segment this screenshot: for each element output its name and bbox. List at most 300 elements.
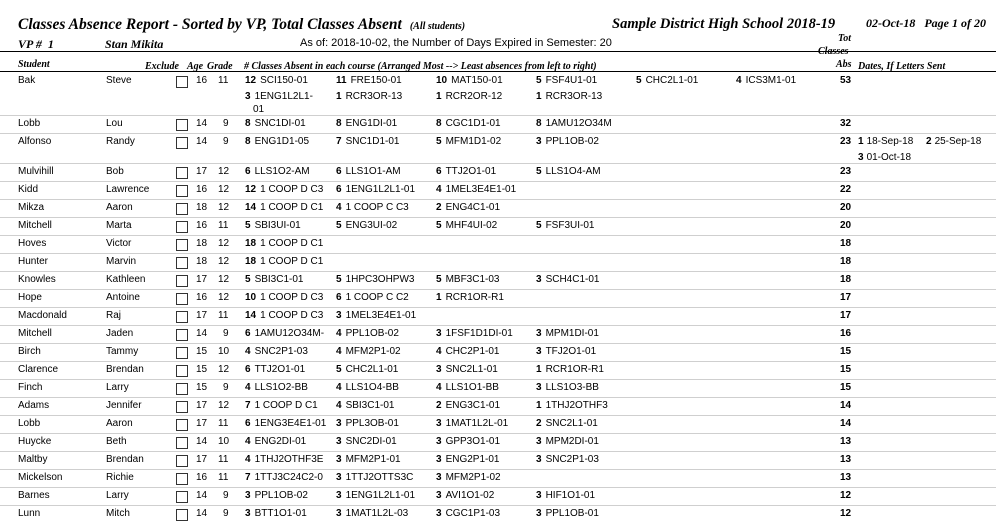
exclude-checkbox[interactable] — [176, 347, 188, 359]
course-code: CHC2L1-01 — [645, 75, 699, 86]
course-absence — [336, 346, 401, 357]
course-absence — [245, 256, 323, 267]
course-absence-count: 5 — [536, 166, 542, 177]
exclude-checkbox[interactable] — [176, 383, 188, 395]
course-code: MFM2P1-02 — [345, 346, 401, 357]
course-code: SBI3C1-01 — [254, 274, 304, 285]
course-absence — [245, 75, 308, 86]
course-absence-count: 1 — [436, 292, 442, 303]
student-first-name: Lawrence — [106, 184, 150, 195]
course-absence — [245, 328, 324, 339]
student-last-name: Knowles — [18, 274, 56, 285]
report-title-text: Classes Absence Report - Sorted by VP, Total Classes Absent — [18, 16, 402, 33]
course-absence-count: 3 — [245, 490, 251, 501]
course-absence-count: 7 — [245, 472, 251, 483]
student-age: 15 — [196, 364, 208, 375]
student-last-name: Bak — [18, 75, 36, 86]
course-absence-count: 5 — [245, 220, 251, 231]
course-code: LLS1O1-BB — [445, 382, 499, 393]
course-absence — [536, 220, 594, 231]
student-grade: 9 — [223, 490, 229, 501]
course-code: FRE150-01 — [350, 75, 402, 86]
row-divider — [0, 253, 996, 254]
course-code: MPM2DI-01 — [545, 436, 599, 447]
exclude-checkbox[interactable] — [176, 293, 188, 305]
exclude-checkbox[interactable] — [176, 311, 188, 323]
course-absence-count: 5 — [436, 274, 442, 285]
exclude-checkbox[interactable] — [176, 419, 188, 431]
course-absence — [245, 118, 306, 129]
course-code: PPL1OB-02 — [545, 136, 599, 147]
course-absence — [336, 91, 402, 102]
course-code: SBI3C1-01 — [345, 400, 395, 411]
student-grade: 11 — [218, 418, 229, 429]
course-absence — [436, 292, 504, 303]
student-grade: 10 — [218, 346, 230, 357]
course-code: 1FSF1D1DI-01 — [445, 328, 513, 339]
student-first-name: Jennifer — [106, 400, 142, 411]
course-absence — [436, 418, 508, 429]
course-code: 1ENG1L2L1-01 — [345, 184, 416, 195]
course-code: ICS3M1-01 — [745, 75, 797, 86]
student-age: 16 — [196, 472, 208, 483]
course-code: LLS1O3-BB — [545, 382, 599, 393]
course-absence — [245, 346, 308, 357]
course-absence-count: 3 — [536, 328, 542, 339]
exclude-checkbox[interactable] — [176, 76, 188, 88]
row-divider — [0, 379, 996, 380]
course-absence — [536, 490, 595, 501]
student-age: 15 — [196, 382, 208, 393]
course-absence-count: 18 — [245, 238, 257, 249]
course-absence — [336, 274, 414, 285]
course-absence-count: 8 — [245, 118, 251, 129]
course-absence-count: 5 — [245, 274, 251, 285]
student-last-name: Macdonald — [18, 310, 67, 321]
course-code: 1 COOP D C3 — [260, 292, 324, 303]
student-first-name: Aaron — [106, 202, 133, 213]
course-code: ENG2P1-01 — [445, 454, 500, 465]
course-code: PPL3OB-01 — [345, 418, 399, 429]
course-absence — [245, 238, 323, 249]
student-first-name: Lou — [106, 118, 123, 129]
course-code: 1 COOP D C1 — [260, 238, 324, 249]
course-code: 1THJ2OTHF3E — [254, 454, 324, 465]
row-divider — [0, 505, 996, 506]
course-code: 1TTJ2OTTS3C — [345, 472, 414, 483]
course-code: MBF3C1-03 — [445, 274, 500, 285]
course-code: RCR3OR-13 — [345, 91, 403, 102]
student-first-name: Mitch — [106, 508, 130, 519]
student-last-name: Mitchell — [18, 328, 52, 339]
course-absence-count: 11 — [336, 75, 347, 86]
course-code: ENG1D1-05 — [254, 136, 310, 147]
course-absence-count: 4 — [436, 184, 442, 195]
course-absence-count: 3 — [536, 382, 542, 393]
exclude-checkbox[interactable] — [176, 221, 188, 233]
letter-number: 1 — [858, 136, 864, 147]
total-classes-absent: 15 — [840, 382, 852, 393]
exclude-checkbox[interactable] — [176, 185, 188, 197]
course-code: MFM1D1-02 — [445, 136, 502, 147]
letter-date-value: 25-Sep-18 — [934, 136, 982, 147]
student-last-name: Mitchell — [18, 220, 52, 231]
course-absence-count: 1 — [536, 364, 542, 375]
exclude-checkbox[interactable] — [176, 491, 188, 503]
student-first-name: Bob — [106, 166, 124, 177]
col-tot-1: Tot — [838, 33, 851, 44]
exclude-checkbox[interactable] — [176, 239, 188, 251]
course-code: SBI3UI-01 — [254, 220, 301, 231]
course-absence-count: 4 — [245, 346, 251, 357]
course-code: SNC2P1-03 — [254, 346, 308, 357]
course-absence-count: 4 — [336, 382, 342, 393]
course-absence-count: 6 — [245, 364, 251, 375]
student-last-name: Mulvihill — [18, 166, 54, 177]
course-absence-count: 18 — [245, 256, 257, 267]
course-absence-count: 12 — [245, 184, 257, 195]
student-first-name: Brendan — [106, 364, 144, 375]
course-absence — [536, 75, 597, 86]
course-absence-count: 6 — [336, 184, 342, 195]
student-first-name: Victor — [106, 238, 132, 249]
total-classes-absent: 12 — [840, 490, 852, 501]
student-grade: 12 — [218, 292, 230, 303]
course-code: LLS1O2-BB — [254, 382, 308, 393]
course-absence — [436, 91, 502, 102]
report-subtitle: (All students) — [409, 21, 466, 32]
course-absence-count: 5 — [336, 220, 342, 231]
exclude-checkbox[interactable] — [176, 137, 188, 149]
row-divider — [0, 235, 996, 236]
student-age: 14 — [196, 490, 208, 501]
student-last-name: Lobb — [18, 418, 41, 429]
student-age: 14 — [196, 436, 208, 447]
row-divider — [0, 217, 996, 218]
col-tot-3: Abs — [836, 59, 852, 70]
course-absence — [536, 166, 601, 177]
student-last-name: Mickelson — [18, 472, 63, 483]
course-code: ENG3UI-02 — [345, 220, 398, 231]
course-absence — [336, 166, 401, 177]
student-last-name: Kidd — [18, 184, 39, 195]
exclude-checkbox[interactable] — [176, 455, 188, 467]
course-code: 1ENG3E4E1-01 — [254, 418, 327, 429]
course-absence-count: 3 — [436, 328, 442, 339]
course-absence — [536, 274, 599, 285]
student-last-name: Mikza — [18, 202, 45, 213]
exclude-checkbox[interactable] — [176, 167, 188, 179]
course-absence — [245, 382, 308, 393]
student-first-name: Larry — [106, 490, 129, 501]
student-last-name: Alfonso — [18, 136, 52, 147]
total-classes-absent: 22 — [840, 184, 852, 195]
student-first-name: Kathleen — [106, 274, 146, 285]
course-absence — [336, 382, 399, 393]
total-classes-absent: 13 — [840, 436, 852, 447]
course-absence — [336, 490, 415, 501]
course-code: 1THJ2OTHF3 — [545, 400, 608, 411]
student-grade: 12 — [218, 238, 230, 249]
course-absence-count: 3 — [336, 454, 342, 465]
course-absence — [436, 75, 503, 86]
course-absence-count: 3 — [436, 472, 442, 483]
course-code: SCI150-01 — [260, 75, 308, 86]
total-classes-absent: 23 — [840, 166, 852, 177]
student-grade: 9 — [223, 508, 229, 519]
total-classes-absent: 15 — [840, 346, 852, 357]
course-code: TTJ2O1-01 — [445, 166, 497, 177]
course-code: ENG2DI-01 — [254, 436, 307, 447]
course-absence — [436, 274, 499, 285]
student-grade: 11 — [218, 454, 229, 465]
course-absence — [336, 454, 401, 465]
course-absence — [336, 184, 415, 195]
student-grade: 12 — [218, 274, 230, 285]
student-grade: 11 — [218, 472, 229, 483]
course-code: AVI1O1-02 — [445, 490, 495, 501]
course-absence — [436, 490, 494, 501]
course-absence — [336, 220, 397, 231]
course-absence — [536, 400, 608, 411]
student-age: 16 — [196, 184, 208, 195]
exclude-checkbox[interactable] — [176, 329, 188, 341]
course-absence — [536, 436, 599, 447]
student-grade: 12 — [218, 400, 230, 411]
course-absence — [536, 382, 599, 393]
course-absence — [336, 508, 408, 519]
student-age: 15 — [196, 346, 208, 357]
exclude-checkbox[interactable] — [176, 119, 188, 131]
course-absence — [436, 454, 499, 465]
course-code: FSF3UI-01 — [545, 220, 595, 231]
row-divider — [0, 325, 996, 326]
course-absence — [336, 418, 399, 429]
student-last-name: Clarence — [18, 364, 59, 375]
course-absence-count: 3 — [436, 418, 442, 429]
total-classes-absent: 18 — [840, 256, 852, 267]
course-absence — [336, 436, 397, 447]
total-classes-absent: 20 — [840, 220, 852, 231]
course-code: ENG3C1-01 — [445, 400, 501, 411]
course-code: TFJ2O1-01 — [545, 346, 597, 357]
student-last-name: Hoves — [18, 238, 47, 249]
student-age: 16 — [196, 292, 208, 303]
student-age: 17 — [196, 454, 208, 465]
course-absence — [245, 364, 305, 375]
course-absence — [245, 136, 309, 147]
course-absence-count: 12 — [245, 75, 257, 86]
row-divider — [0, 181, 996, 182]
course-code: 1 COOP D C1 — [260, 202, 324, 213]
course-absence-count: 3 — [536, 454, 542, 465]
exclude-checkbox[interactable] — [176, 365, 188, 377]
course-absence — [436, 472, 501, 483]
course-absence — [336, 310, 416, 321]
student-first-name: Aaron — [106, 418, 133, 429]
row-divider — [0, 415, 996, 416]
course-absence-count: 3 — [245, 91, 251, 102]
course-absence — [436, 220, 497, 231]
course-absence — [245, 400, 318, 411]
course-absence — [436, 328, 513, 339]
course-absence — [736, 75, 796, 86]
course-code: SNC2L1-01 — [545, 418, 598, 429]
total-classes-absent: 53 — [840, 75, 852, 86]
course-absence-count: 14 — [245, 310, 257, 321]
course-code: BTT1O1-01 — [254, 508, 307, 519]
vp-name: Stan Mikita — [105, 37, 164, 51]
course-code: 1 COOP D C1 — [260, 256, 324, 267]
course-absence-count: 3 — [536, 490, 542, 501]
course-absence — [436, 346, 499, 357]
date-page: 02-Oct-18 Page 1 of 20 — [866, 16, 986, 30]
letter-number: 2 — [926, 136, 932, 147]
course-absence — [536, 508, 599, 519]
course-code: CHC2L1-01 — [345, 364, 399, 375]
course-absence — [245, 508, 307, 519]
course-code: HIF1O1-01 — [545, 490, 596, 501]
course-absence — [536, 91, 602, 102]
student-first-name: Marvin — [106, 256, 137, 267]
exclude-checkbox[interactable] — [176, 509, 188, 521]
course-absence — [336, 364, 398, 375]
student-age: 14 — [196, 136, 208, 147]
student-last-name: Hunter — [18, 256, 49, 267]
course-code: SNC2L1-01 — [445, 364, 498, 375]
row-divider — [0, 163, 996, 164]
course-absence — [436, 202, 500, 213]
course-code: MPM1DI-01 — [545, 328, 599, 339]
course-absence — [245, 274, 303, 285]
course-absence-count: 3 — [436, 364, 442, 375]
course-absence-count: 3 — [536, 508, 542, 519]
course-absence-count: 6 — [436, 166, 442, 177]
student-last-name: Hope — [18, 292, 42, 303]
col-student: Student — [18, 59, 50, 70]
course-absence — [245, 220, 301, 231]
course-absence — [245, 184, 323, 195]
course-absence — [436, 166, 496, 177]
total-classes-absent: 18 — [840, 238, 852, 249]
course-absence-count: 5 — [336, 274, 342, 285]
total-classes-absent: 13 — [840, 454, 852, 465]
course-code: RCR1OR-R1 — [445, 292, 504, 303]
course-absence-count: 2 — [436, 202, 442, 213]
student-age: 18 — [196, 202, 208, 213]
student-grade: 10 — [218, 436, 230, 447]
student-first-name: Brendan — [106, 454, 144, 465]
course-absence-count: 7 — [336, 136, 342, 147]
course-absence-count: 3 — [336, 418, 342, 429]
total-classes-absent: 32 — [840, 118, 852, 129]
course-absence — [536, 328, 599, 339]
course-absence-count: 3 — [336, 436, 342, 447]
course-absence — [436, 136, 501, 147]
exclude-checkbox[interactable] — [176, 257, 188, 269]
course-absence-count: 6 — [245, 328, 251, 339]
course-absence-count: 5 — [536, 220, 542, 231]
course-absence-count: 3 — [336, 508, 342, 519]
student-first-name: Jaden — [106, 328, 134, 339]
letter-date — [858, 136, 913, 147]
col-grade: Grade — [207, 61, 233, 72]
student-last-name: Lunn — [18, 508, 41, 519]
total-classes-absent: 16 — [840, 328, 852, 339]
student-grade: 12 — [218, 202, 230, 213]
course-code: CHC2P1-01 — [445, 346, 500, 357]
course-absence-count: 1 — [336, 91, 342, 102]
exclude-checkbox[interactable] — [176, 473, 188, 485]
student-first-name: Marta — [106, 220, 132, 231]
course-absence-count: 4 — [245, 382, 251, 393]
student-grade: 9 — [223, 382, 229, 393]
course-code: CGC1D1-01 — [445, 118, 501, 129]
letter-date-value: 18-Sep-18 — [866, 136, 914, 147]
course-absence-count: 6 — [336, 292, 342, 303]
course-absence-count: 3 — [536, 346, 542, 357]
course-code: SNC2DI-01 — [345, 436, 397, 447]
course-code: SCH4C1-01 — [545, 274, 600, 285]
letter-date-value: 01-Oct-18 — [866, 152, 912, 163]
student-age: 17 — [196, 400, 208, 411]
student-last-name: Adams — [18, 400, 50, 411]
course-code: 1ENG1L2L1- — [254, 91, 313, 102]
exclude-checkbox[interactable] — [176, 401, 188, 413]
course-absence-count: 4 — [436, 382, 442, 393]
student-grade: 12 — [218, 166, 230, 177]
student-grade: 12 — [218, 184, 230, 195]
course-code: 1 COOP D C3 — [260, 310, 324, 321]
course-absence — [245, 292, 323, 303]
vp-label: VP # 1 — [18, 37, 54, 51]
course-absence-count: 3 — [536, 274, 542, 285]
row-divider — [0, 289, 996, 290]
course-absence-count: 5 — [536, 75, 542, 86]
course-absence — [436, 436, 500, 447]
course-absence — [245, 166, 310, 177]
student-last-name: Birch — [18, 346, 41, 357]
col-age: Age — [187, 61, 204, 72]
course-code: 1 COOP C C3 — [345, 202, 409, 213]
course-code: 1MEL3E4E1-01 — [445, 184, 517, 195]
course-absence — [336, 136, 399, 147]
student-age: 16 — [196, 220, 208, 231]
course-absence-count: 10 — [245, 292, 257, 303]
course-absence-count: 3 — [436, 508, 442, 519]
letter-date — [858, 152, 911, 163]
course-code: 1MEL3E4E1-01 — [345, 310, 417, 321]
course-code: PPL1OB-01 — [545, 508, 599, 519]
course-absence — [436, 400, 500, 411]
course-absence — [436, 184, 516, 195]
row-divider — [0, 469, 996, 470]
row-divider — [0, 487, 996, 488]
course-absence — [336, 400, 394, 411]
course-code: ENG4C1-01 — [445, 202, 501, 213]
exclude-checkbox[interactable] — [176, 437, 188, 449]
course-absence-count: 3 — [336, 490, 342, 501]
exclude-checkbox[interactable] — [176, 275, 188, 287]
course-absence — [536, 118, 612, 129]
exclude-checkbox[interactable] — [176, 203, 188, 215]
course-absence — [245, 418, 326, 429]
course-absence-count: 5 — [636, 75, 642, 86]
course-absence-count: 4 — [336, 328, 342, 339]
course-absence-count: 4 — [336, 202, 342, 213]
course-absence — [536, 136, 599, 147]
course-code: 1ENG1L2L1-01 — [345, 490, 416, 501]
